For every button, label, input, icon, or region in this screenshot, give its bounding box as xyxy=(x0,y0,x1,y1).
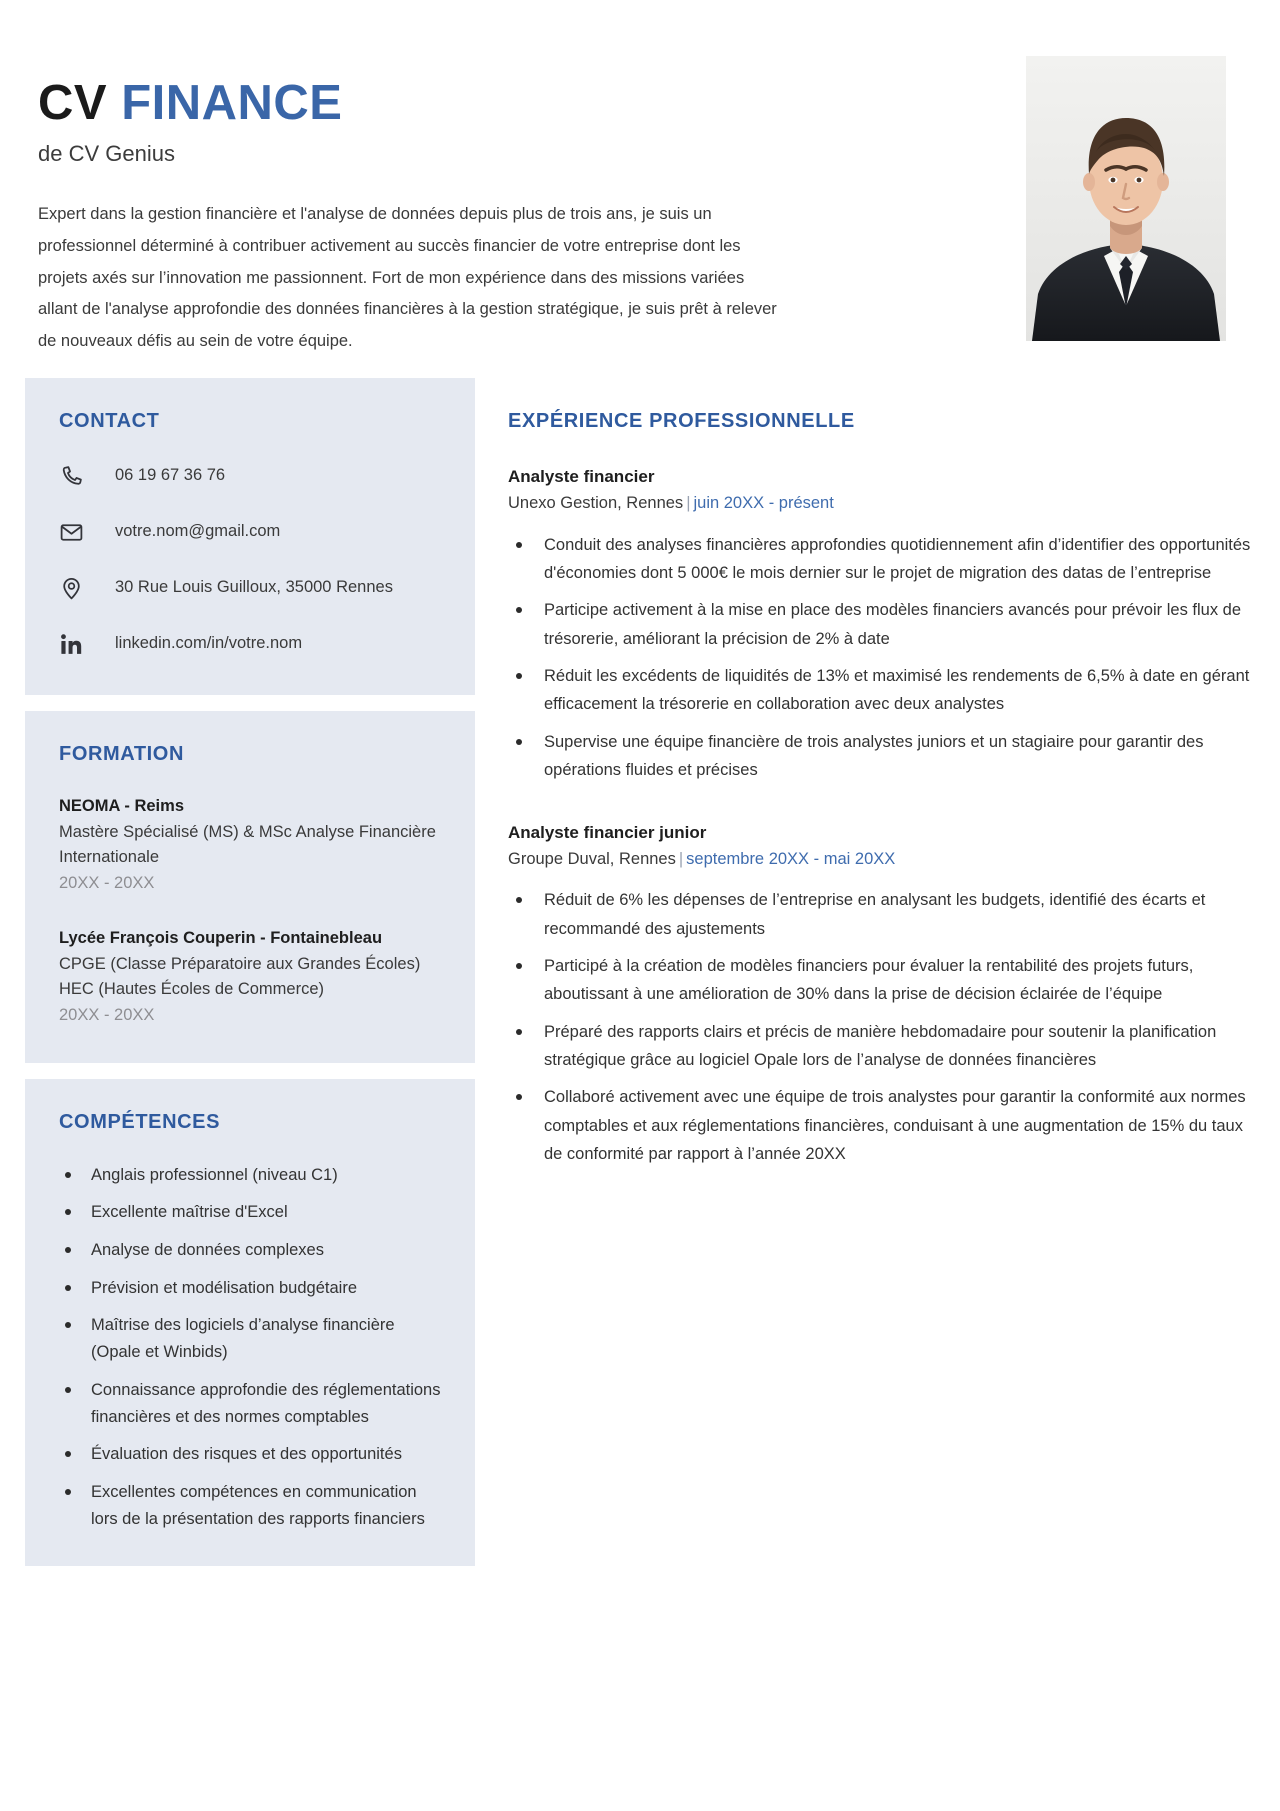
education-dates: 20XX - 20XX xyxy=(59,873,155,892)
job-meta xyxy=(508,490,1253,516)
contact-item-address[interactable] xyxy=(59,573,441,603)
linkedin-icon xyxy=(59,629,93,659)
contact-phone-value: 06 19 67 36 76 xyxy=(115,466,226,485)
education-degree: CPGE (Classe Préparatoire aux Grandes Écoles) HEC (Hautes Écoles de Commerce) xyxy=(59,954,421,999)
sidebar xyxy=(25,378,475,1582)
header-text-block xyxy=(38,78,798,358)
list-item: Préparé des rapports clairs et précis de manière hebdomadaire pour soutenir la planification stratégique grâce au logiciel Opale lors de l’analyse de données financières xyxy=(508,1018,1253,1075)
title-word-cv: CV xyxy=(38,76,108,130)
job-dates: juin 20XX - présent xyxy=(693,494,834,513)
portrait-photo-icon xyxy=(1026,56,1226,341)
job-separator: | xyxy=(678,849,684,868)
avatar xyxy=(1026,56,1226,341)
experience-section-title: EXPÉRIENCE PROFESSIONNELLE xyxy=(508,410,855,432)
list-item: Participé à la création de modèles financiers pour évaluer la rentabilité des projets futurs, aboutissant à une amélioration de 30% dans la prise de décision éclairée de l’équipe xyxy=(508,952,1253,1009)
job-separator: | xyxy=(686,494,691,513)
list-item: Collaboré activement avec une équipe de trois analystes pour garantir la conformité aux normes comptables et aux réglementations financières, conduisant à une augmentation de 15% du taux de conformité par rapport à l’année 20XX xyxy=(508,1083,1253,1168)
education-dates: 20XX - 20XX xyxy=(59,1005,155,1024)
contact-panel xyxy=(25,378,475,695)
list-item: Supervise une équipe financière de trois analystes juniors et un stagiaire pour garantir des opérations fluides et précises xyxy=(508,728,1253,785)
contact-linkedin-value: linkedin.com/in/votre.nom xyxy=(115,634,303,653)
job-title: Analyste financier junior xyxy=(508,822,707,842)
contact-item-phone[interactable] xyxy=(59,461,441,491)
job-bullets xyxy=(508,531,1253,785)
education-school: Lycée François Couperin - Fontainebleau xyxy=(59,929,383,948)
list-item: Prévision et modélisation budgétaire xyxy=(59,1275,441,1302)
list-item: Participe activement à la mise en place des modèles financiers avancés pour prévoir les flux de trésorerie, améliorant la précision de 2% à date xyxy=(508,596,1253,653)
list-item: Anglais professionnel (niveau C1) xyxy=(59,1162,441,1189)
list-item: Évaluation des risques et des opportunités xyxy=(59,1441,441,1468)
map-pin-icon xyxy=(59,573,93,603)
job-meta xyxy=(508,846,1253,872)
contact-address-value: 30 Rue Louis Guilloux, 35000 Rennes xyxy=(115,578,393,597)
education-entry xyxy=(59,926,441,1028)
list-item: Conduit des analyses financières approfondies quotidiennement afin d’identifier des opportunités d'économies dont 5 000€ le mois dernier sur le projet de migration des datas de l’entreprise xyxy=(508,531,1253,588)
job-title: Analyste financier xyxy=(508,467,655,486)
education-entry xyxy=(59,794,441,896)
education-degree: Mastère Spécialisé (MS) & MSc Analyse Financière Internationale xyxy=(59,822,436,867)
education-school: NEOMA - Reims xyxy=(59,797,184,815)
contact-section-title: CONTACT xyxy=(59,410,160,432)
list-item: Maîtrise des logiciels d’analyse financière (Opale et Winbids) xyxy=(59,1312,441,1365)
title-word-finance: FINANCE xyxy=(121,76,343,130)
list-item: Réduit de 6% les dépenses de l’entreprise en analysant les budgets, identifié des écarts et recommandé des ajustements xyxy=(508,886,1253,943)
contact-email-value: votre.nom@gmail.com xyxy=(115,522,281,541)
education-section-title: FORMATION xyxy=(59,743,185,765)
profile-summary: Expert dans la gestion financière et l'analyse de données depuis plus de trois ans, je suis un professionnel déterminé à contribuer activement au succès financier de votre entreprise dont les projets axés sur l’innovation me passionnent. Fort de mon expérience dans des missions variées allant de l'analyse approfondie des données financières à la gestion stratégique, je suis prêt à relever de nouveaux défis au sein de votre équipe. xyxy=(38,205,777,351)
list-item: Excellente maîtrise d'Excel xyxy=(59,1199,441,1226)
list-item: Excellentes compétences en communication lors de la présentation des rapports financiers xyxy=(59,1479,441,1532)
skills-section-title: COMPÉTENCES xyxy=(59,1110,221,1133)
job-company: Groupe Duval, Rennes xyxy=(508,849,676,868)
phone-icon xyxy=(59,461,93,491)
resume-header xyxy=(0,0,1280,380)
job-dates: septembre 20XX - mai 20XX xyxy=(686,849,896,868)
list-item: Réduit les excédents de liquidités de 13% et maximisé les rendements de 6,5% à date en gérant efficacement la trésorerie en collaboration avec deux analystes xyxy=(508,662,1253,719)
skills-panel xyxy=(25,1079,475,1567)
experience-entry xyxy=(508,463,1253,785)
main-content xyxy=(508,378,1253,1169)
job-company: Unexo Gestion, Rennes xyxy=(508,494,684,513)
list-item: Connaissance approfondie des réglementations financières et des normes comptables xyxy=(59,1377,441,1430)
skills-list xyxy=(59,1162,441,1533)
education-panel xyxy=(25,711,475,1063)
contact-item-linkedin[interactable] xyxy=(59,629,441,659)
envelope-icon xyxy=(59,517,93,547)
list-item: Analyse de données complexes xyxy=(59,1237,441,1264)
contact-item-email[interactable] xyxy=(59,517,441,547)
page-title xyxy=(38,78,798,129)
page-subtitle: de CV Genius xyxy=(38,141,175,167)
experience-entry xyxy=(508,819,1253,1169)
job-bullets xyxy=(508,886,1253,1168)
